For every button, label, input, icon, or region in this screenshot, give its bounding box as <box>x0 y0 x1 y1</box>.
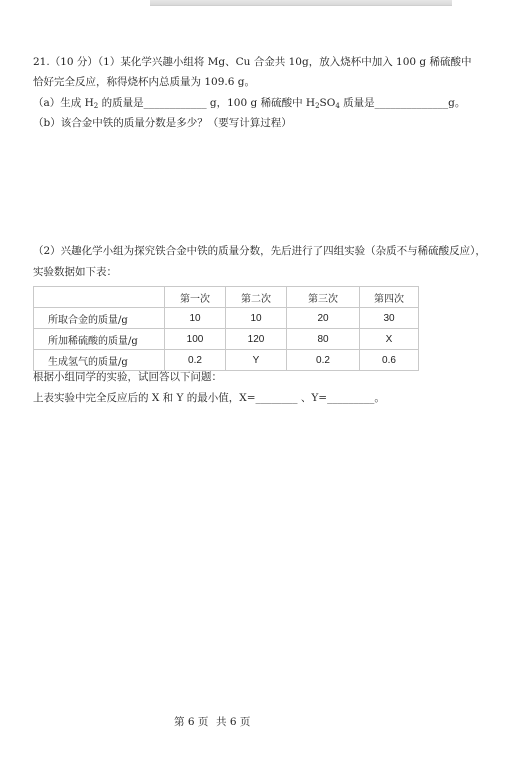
table-header-row <box>34 287 419 308</box>
top-bar <box>150 0 452 6</box>
part-a-mid: 的质量是____________ g，100 g 稀硫酸中 H <box>98 97 316 109</box>
table-header-cell: 第二次 <box>226 287 287 308</box>
table-cell: 生成氢气的质量/g <box>34 350 165 371</box>
table-cell: 100 <box>165 329 226 350</box>
table-row <box>34 329 419 350</box>
part-2-line-1: （2）兴趣化学小组为探究铁合金中铁的质量分数，先后进行了四组实验（杂质不与稀硫酸反应）， <box>33 245 486 257</box>
table-cell: 0.2 <box>287 350 360 371</box>
table-row <box>34 350 419 371</box>
table-cell: 80 <box>287 329 360 350</box>
after-table-line-2: 上表实验中完全反应后的 X 和 Y 的最小值，X=________ 、Y=_________。 <box>33 392 385 404</box>
part-2-line-2: 实验数据如下表： <box>33 266 117 278</box>
question-21-line-2: 恰好完全反应，称得烧杯内总质量为 109.6 g。 <box>33 76 255 88</box>
table-cell: 0.6 <box>360 350 419 371</box>
table-cell: 所取合金的质量/g <box>34 308 165 329</box>
table-cell: 10 <box>165 308 226 329</box>
table-cell: 20 <box>287 308 360 329</box>
table-cell: 10 <box>226 308 287 329</box>
table-header-cell: 第四次 <box>360 287 419 308</box>
table-cell: 30 <box>360 308 419 329</box>
table-row <box>34 308 419 329</box>
part-a-suffix: 质量是______________g。 <box>339 97 466 109</box>
table-header-cell <box>34 287 165 308</box>
part-a-sub-2: 2 <box>315 102 320 110</box>
part-a-sub-3: 4 <box>335 102 340 110</box>
question-21-part-b: （b）该合金中铁的质量分数是多少？（要写计算过程） <box>33 117 292 129</box>
table-header-cell: 第三次 <box>287 287 360 308</box>
table-cell: Y <box>226 350 287 371</box>
table-cell: 120 <box>226 329 287 350</box>
part-a-prefix: （a）生成 H <box>33 97 94 109</box>
question-21-part-a <box>33 97 465 113</box>
page-number: 第 6 页 <box>174 716 209 728</box>
experiment-data-table <box>33 286 419 371</box>
part-a-mid-2: SO <box>319 97 336 109</box>
part-a-sub: 2 <box>93 102 99 110</box>
page-total: 共 6 页 <box>216 716 251 728</box>
question-21-line-1: 21.（10 分）（1）某化学兴趣小组将 Mg、Cu 合金共 10g，放入烧杯中加入 100 g 稀硫酸中 <box>33 56 472 68</box>
table-cell: X <box>360 329 419 350</box>
after-table-line-1: 根据小组同学的实验，试回答以下问题： <box>33 371 222 383</box>
table-cell: 0.2 <box>165 350 226 371</box>
table-header-cell: 第一次 <box>165 287 226 308</box>
table-cell: 所加稀硫酸的质量/g <box>34 329 165 350</box>
